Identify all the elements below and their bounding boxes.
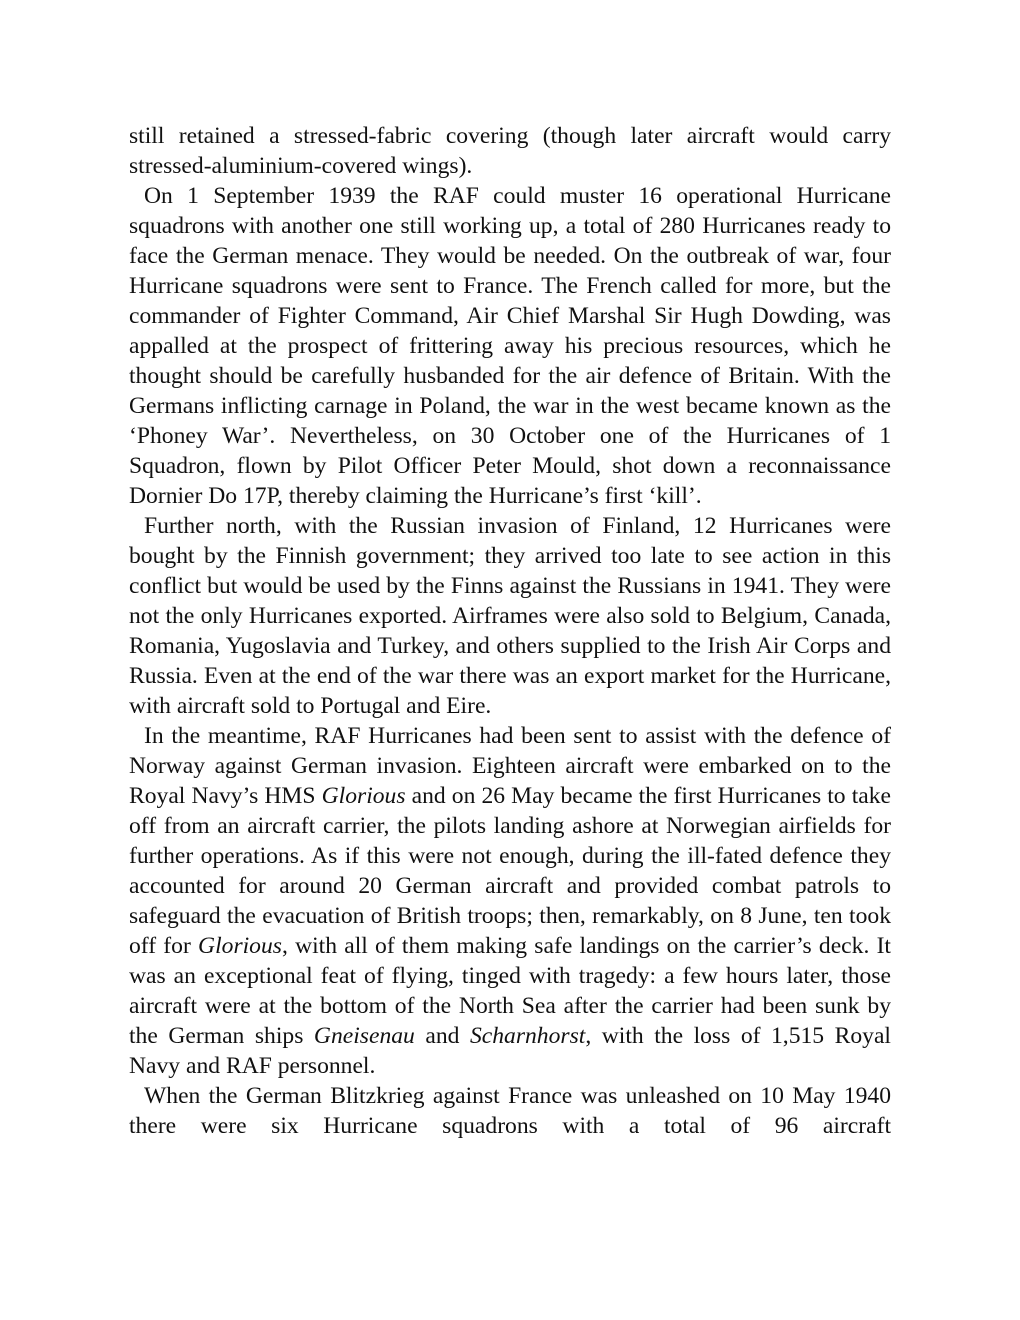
ship-name-italic: Glorious bbox=[198, 933, 282, 959]
ship-name-italic: Scharnhorst bbox=[469, 1023, 586, 1049]
text-run: In the meantime, RAF Hurricanes had been sent to assist with the defence of Norway against German invasion. Eighteen aircraft were embarked on to the Royal Navy’s HMS bbox=[129, 723, 891, 809]
text-run: and bbox=[414, 1023, 470, 1049]
text-run: On 1 September 1939 the RAF could muster 16 operational Hurricane squadrons with another one still working up, a total of 280 Hurricanes ready to face the German menace. They would be needed. On the outbreak of war, four Hurricane squadrons were sent to France. The French called for more, but the commander of Fighter Command, Air Chief Marshal Sir Hugh Dowding, was appalled at the prospect of frittering away his precious resources, which he thought should be carefully husbanded for the air defence of Britain. With the Germans inflicting carnage in Poland, the war in the west became known as the ‘Phoney War’. Nevertheless, on 30 October one of the Hurricanes of 1 Squadron, flown by Pilot Officer Peter Mould, shot down a reconnaissance Dornier Do 17P, thereby claiming the Hurricane’s first ‘kill’. bbox=[129, 183, 891, 509]
document-page bbox=[129, 121, 891, 1141]
paragraph-4 bbox=[129, 721, 891, 1081]
ship-name-italic: Glorious bbox=[321, 783, 406, 809]
paragraph-2 bbox=[129, 181, 891, 511]
text-run: Further north, with the Russian invasion of Finland, 12 Hurricanes were bought by the Finnish government; they arrived too late to see action in this conflict but would be used by the Finns against the Russians in 1941. They were not the only Hurricanes exported. Airframes were also sold to Belgium, Canada, Romania, Yugoslavia and Turkey, and others supplied to the Irish Air Corps and Russia. Even at the end of the war there was an export market for the Hurricane, with aircraft sold to Portugal and Eire. bbox=[129, 513, 891, 719]
paragraph-5 bbox=[129, 1081, 891, 1141]
paragraph-1 bbox=[129, 121, 891, 181]
text-run: still retained a stressed-fabric covering (though later aircraft would carry stressed-aluminium-covered wings). bbox=[129, 123, 891, 179]
text-run: , with all of them making safe landings on the carrier’s deck. It was an exceptional feat of flying, tinged with tragedy: a few hours later, those aircraft were at the bottom of the North Sea after the carrier had been sunk by the German ships bbox=[129, 933, 891, 1049]
paragraph-3 bbox=[129, 511, 891, 721]
text-run: and on 26 May became the first Hurricanes to take off from an aircraft carrier, the pilots landing ashore at Norwegian airfields for further operations. As if this were not enough, during the ill-fated defence they accounted for around 20 German aircraft and provided combat patrols to safeguard the evacuation of British troops; then, remarkably, on 8 June, ten took off for bbox=[129, 783, 891, 959]
text-run: When the German Blitzkrieg against France was unleashed on 10 May 1940 there were six Hurricane squadrons with a total of 96 aircraft bbox=[129, 1083, 891, 1139]
text-run: , with the loss of 1,515 Royal Navy and RAF personnel. bbox=[129, 1023, 891, 1079]
ship-name-italic: Gneisenau bbox=[313, 1023, 415, 1049]
